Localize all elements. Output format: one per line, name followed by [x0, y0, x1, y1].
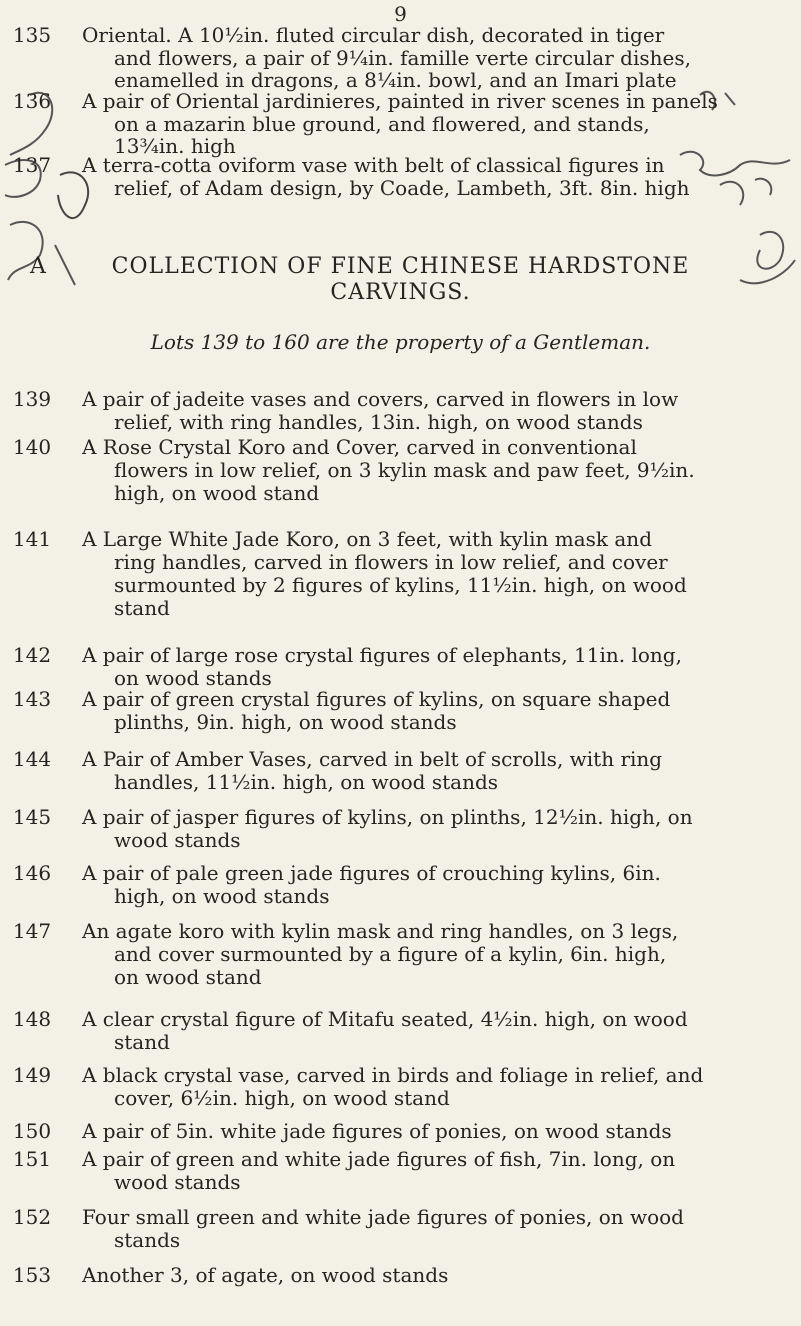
lot-description — [82, 436, 782, 505]
lot-description-line: and flowers, a pair of 9¼in. famille verte circular dishes, — [114, 45, 691, 70]
section-letter: A — [30, 254, 47, 279]
lot-description-line: A pair of Oriental jardinieres, painted in river scenes in panels — [82, 89, 718, 113]
lot-number: 140 — [12, 435, 52, 459]
lot-description — [82, 644, 782, 690]
lot-number: 148 — [12, 1007, 52, 1031]
lot-description-line: high, on wood stands — [114, 884, 330, 908]
lot-number: 144 — [12, 747, 52, 771]
lot-description-line: plinths, 9in. high, on wood stands — [114, 710, 457, 734]
lot-number: 137 — [12, 153, 52, 177]
lot-number: 145 — [12, 805, 52, 829]
lot-description-line: A pair of 5in. white jade figures of ponies, on wood stands — [82, 1119, 672, 1143]
lot-description-line: 13¾in. high — [114, 134, 236, 158]
lot-description-line: A pair of jasper figures of kylins, on plinths, 12½in. high, on — [82, 805, 693, 829]
lot-number: 142 — [12, 643, 52, 667]
lot-description — [82, 388, 782, 434]
lot-number: 141 — [12, 527, 52, 551]
lot-description — [82, 806, 782, 852]
lot-description — [82, 1264, 782, 1287]
lot-number: 152 — [12, 1205, 52, 1229]
lot-description-line: surmounted by 2 figures of kylins, 11½in. high, on wood — [114, 573, 687, 597]
lot-number: 149 — [12, 1063, 52, 1087]
section-heading-line2 — [0, 280, 801, 306]
section-intro: Lots 139 to 160 are the property of a Gentleman. — [150, 330, 651, 354]
lot-description-line: A Large White Jade Koro, on 3 feet, with kylin mask and — [82, 527, 652, 551]
lot-description-line: cover, 6½in. high, on wood stand — [114, 1086, 450, 1110]
lot-description-line: stands — [114, 1228, 181, 1252]
lot-description-line: wood stands — [114, 828, 241, 852]
lot-description — [82, 1148, 782, 1194]
lot-description-line: A pair of large rose crystal figures of elephants, 11in. long, — [82, 643, 682, 667]
lot-description — [82, 24, 782, 92]
lot-description-line: A Rose Crystal Koro and Cover, carved in conventional — [82, 435, 637, 459]
lot-description — [82, 862, 782, 908]
lot-description — [82, 1120, 782, 1143]
lot-number: 151 — [12, 1147, 52, 1171]
lot-description-line: stand — [114, 596, 170, 620]
lot-description-line: enamelled in dragons, a 8¼in. bowl, and an Imari plate — [114, 68, 677, 92]
lot-description-line: Another 3, of agate, on wood stands — [82, 1263, 449, 1287]
lot-description — [82, 920, 782, 989]
section-heading — [0, 254, 801, 280]
lot-description-line: and cover surmounted by a figure of a kylin, 6in. high, — [114, 942, 667, 966]
lot-description-line: A pair of green crystal figures of kylins, on square shaped — [82, 687, 671, 711]
page-number: 9 — [394, 2, 407, 26]
lot-description — [82, 688, 782, 734]
lot-description-line: stand — [114, 1030, 170, 1054]
lot-description — [82, 154, 782, 199]
section-title-line2: CARVINGS. — [330, 280, 471, 305]
lot-number: 135 — [12, 23, 52, 47]
lot-description — [82, 748, 782, 794]
lot-description-line: on wood stands — [114, 666, 272, 690]
lot-description-line: A pair of jadeite vases and covers, carved in flowers in low — [82, 387, 679, 411]
section-title-line1: COLLECTION OF FINE CHINESE HARDSTONE — [111, 254, 690, 279]
lot-description-line: An agate koro with kylin mask and ring handles, on 3 legs, — [82, 919, 679, 943]
lot-number: 153 — [12, 1263, 52, 1287]
lot-number: 143 — [12, 687, 52, 711]
lot-description-line: ring handles, carved in flowers in low relief, and cover — [114, 550, 668, 574]
lot-description-line: Four small green and white jade figures of ponies, on wood — [82, 1205, 684, 1229]
lot-description-line: relief, of Adam design, by Coade, Lambeth, 3ft. 8in. high — [114, 175, 690, 200]
lot-description-line: wood stands — [114, 1170, 241, 1194]
lot-description — [82, 90, 782, 158]
lot-description — [82, 528, 782, 620]
lot-description-line: flowers in low relief, on 3 kylin mask and paw feet, 9½in. — [114, 458, 695, 482]
lot-description-line: Oriental. A 10½in. fluted circular dish, decorated in tiger — [82, 23, 665, 47]
lot-description-line: A black crystal vase, carved in birds and foliage in relief, and — [82, 1063, 704, 1087]
lot-description — [82, 1008, 782, 1054]
lot-description-line: on wood stand — [114, 965, 262, 989]
lot-description-line: A pair of green and white jade figures of fish, 7in. long, on — [82, 1147, 676, 1171]
lot-description-line: A terra-cotta oviform vase with belt of classical figures in — [82, 153, 665, 177]
lot-description-line: handles, 11½in. high, on wood stands — [114, 770, 499, 794]
lot-description-line: relief, with ring handles, 13in. high, on wood stands — [114, 410, 643, 434]
lot-description-line: on a mazarin blue ground, and flowered, and stands, — [114, 111, 650, 136]
lot-description — [82, 1064, 782, 1110]
lot-number: 146 — [12, 861, 52, 885]
lot-description-line: A clear crystal figure of Mitafu seated, 4½in. high, on wood — [82, 1007, 688, 1031]
lot-description — [82, 1206, 782, 1252]
lot-description-line: A pair of pale green jade figures of crouching kylins, 6in. — [82, 861, 661, 885]
lot-number: 139 — [12, 387, 52, 411]
lot-number: 136 — [12, 89, 52, 113]
lot-description-line: high, on wood stand — [114, 481, 320, 505]
lot-number: 147 — [12, 919, 52, 943]
lot-number: 150 — [12, 1119, 52, 1143]
lot-description-line: A Pair of Amber Vases, carved in belt of scrolls, with ring — [82, 747, 663, 771]
